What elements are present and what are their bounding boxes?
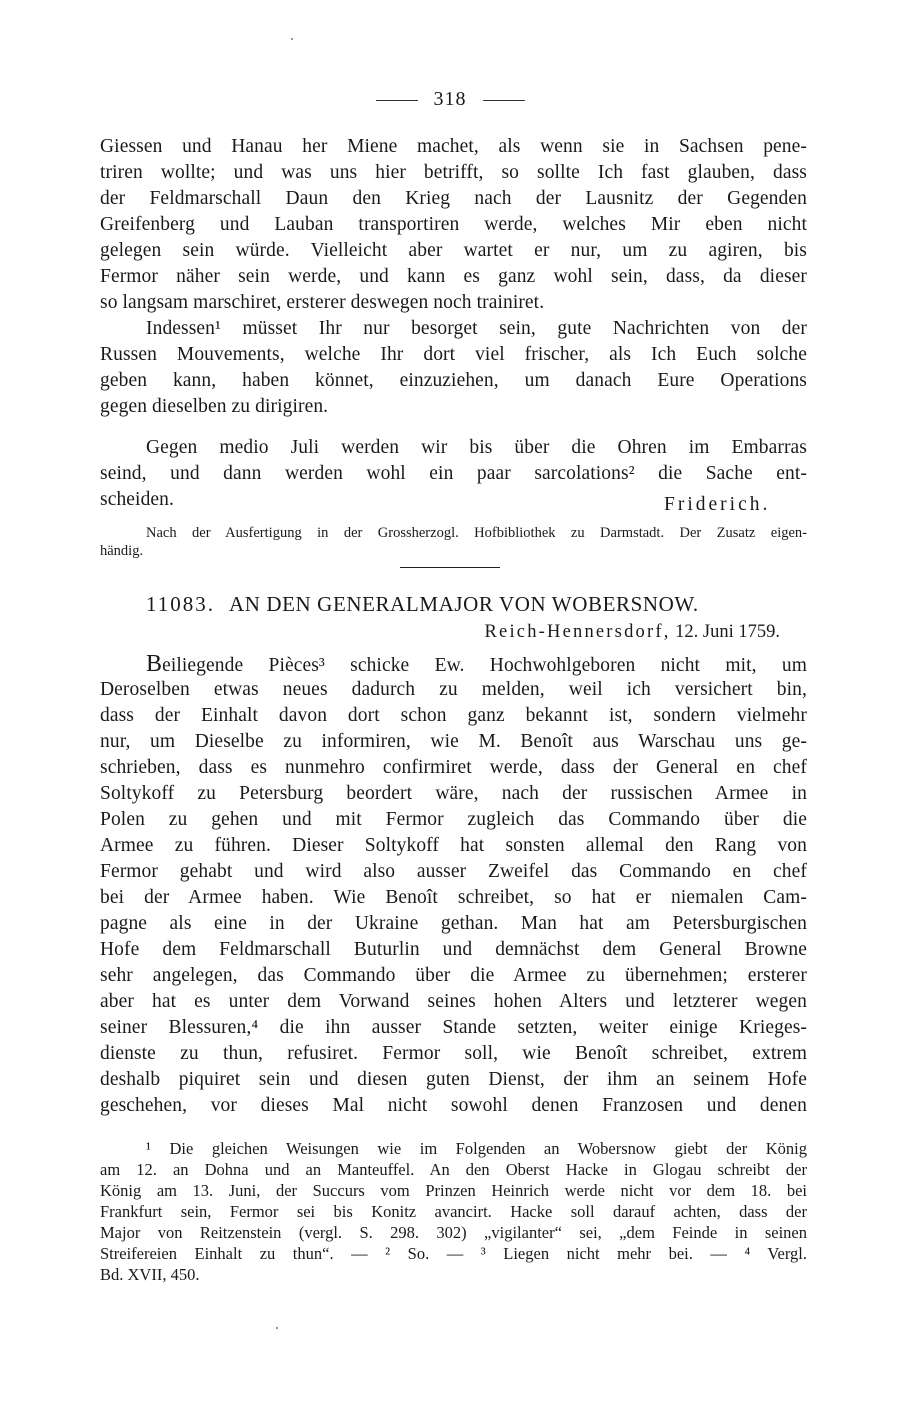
text-line: Deroselben etwas neues dadurch zu melden, weil ich versichert bin, xyxy=(100,679,807,700)
header-dash-left xyxy=(376,100,418,101)
initial-letter: B xyxy=(146,651,163,677)
text-line: Soltykoff zu Petersburg beordert wäre, nach der russischen Armee in xyxy=(100,783,807,804)
footnote-line: Frankfurt sein, Fermor sei bis Konitz avancirt. Hacke soll darauf achten, dass der xyxy=(100,1202,807,1221)
dateline xyxy=(485,622,780,643)
text-line: dienste zu thun, refusiret. Fermor soll, wie Benoît schreibet, extrem xyxy=(100,1043,807,1064)
text-line: Hofe dem Feldmarschall Buturlin und demnächst dem General Browne xyxy=(100,939,807,960)
text-line: schrieben, dass es nunmehro confirmiret werde, dass der General en chef xyxy=(100,757,807,778)
text-line: aber hat es unter dem Vorwand seines hohen Alters und letzterer wegen xyxy=(100,991,807,1012)
text-line: Russen Mouvements, welche Ihr dort viel frischer, als Ich Euch solche xyxy=(100,344,807,365)
text-line: seind, und dann werden wohl ein paar sarcolations² die Sache ent- xyxy=(100,463,807,484)
print-speck xyxy=(291,38,293,40)
text-line: sehr angelegen, das Commando über die Armee zu übernehmen; ersterer xyxy=(100,965,807,986)
text-line: Fermor gehabt und wird also ausser Zweifel das Commando en chef xyxy=(100,861,807,882)
page-number: 318 xyxy=(433,88,467,110)
text-line-rest: eiliegende Pièces³ schicke Ew. Hochwohlgeboren nicht mit, um xyxy=(162,655,807,676)
text-line: Polen zu gehen und mit Fermor zugleich das Commando über die xyxy=(100,809,807,830)
letter-heading xyxy=(146,592,699,617)
dateline-date: 12. Juni 1759. xyxy=(675,622,780,642)
text-line: deshalb piquiret sein und diesen guten Dienst, der ihm an seinem Hofe xyxy=(100,1069,807,1090)
section-divider xyxy=(400,567,500,568)
text-line: Greifenberg und Lauban transportiren werde, welches Mir eben nicht xyxy=(100,214,807,235)
signature: Friderich. xyxy=(664,494,771,515)
text-line: Indessen¹ müsset Ihr nur besorget sein, gute Nachrichten von der xyxy=(146,318,807,339)
print-speck xyxy=(276,1327,278,1329)
text-line: triren wollte; und was uns hier betrifft, so sollte Ich fast glauben, dass xyxy=(100,162,807,183)
text-line: gelegen sein würde. Vielleicht aber wartet er nur, um zu agiren, bis xyxy=(100,240,807,261)
text-line: so langsam marschiret, ersterer deswegen noch trainiret. xyxy=(100,292,545,313)
letter-title: AN DEN GENERALMAJOR VON WOBERSNOW. xyxy=(228,592,699,616)
text-line: dass der Einhalt davon dort schon ganz bekannt ist, sondern vielmehr xyxy=(100,705,807,726)
page-header xyxy=(0,88,900,111)
text-line xyxy=(146,651,807,679)
footnote-line: Bd. XVII, 450. xyxy=(100,1265,200,1284)
text-line: nur, um Dieselbe zu informiren, wie M. Benoît aus Warschau uns ge- xyxy=(100,731,807,752)
footnote-line: ¹ Die gleichen Weisungen wie im Folgenden an Wobersnow giebt der König xyxy=(146,1139,807,1158)
text-line: geschehen, vor dieses Mal nicht sowohl denen Franzosen und denen xyxy=(100,1095,807,1116)
text-line: Giessen und Hanau her Miene machet, als wenn sie in Sachsen pene- xyxy=(100,136,807,157)
footnote-line: Streifereien Einhalt zu thun“. — ² So. — ³ Liegen nicht mehr bei. — ⁴ Vergl. xyxy=(100,1244,807,1263)
text-line: der Feldmarschall Daun den Krieg nach der Lausnitz der Gegenden xyxy=(100,188,807,209)
footnote-line: König am 13. Juni, der Succurs vom Prinzen Heinrich werde nicht vor dem 18. bei xyxy=(100,1181,807,1200)
text-line: Gegen medio Juli werden wir bis über die Ohren im Embarras xyxy=(146,437,807,458)
text-line: seiner Blessuren,⁴ die ihn ausser Stande setzten, weiter einige Krieges- xyxy=(100,1017,807,1038)
footnote-line: Major von Reitzenstein (vergl. S. 298. 302) „vigilanter“ sei, „dem Feinde in seinen xyxy=(100,1223,807,1242)
source-note-line: händig. xyxy=(100,543,144,559)
text-line: bei der Armee haben. Wie Benoît schreibet, so hat er niemalen Cam- xyxy=(100,887,807,908)
text-line: Armee zu führen. Dieser Soltykoff hat sonsten allemal den Rang von xyxy=(100,835,807,856)
dateline-place: Reich-Hennersdorf, xyxy=(484,622,671,642)
footnote-line: am 12. an Dohna und an Manteuffel. An den Oberst Hacke in Glogau schreibt der xyxy=(100,1160,807,1179)
text-line: pagne als eine in der Ukraine gethan. Man hat am Petersburgischen xyxy=(100,913,807,934)
letter-number: 11083. xyxy=(146,592,215,616)
text-line: scheiden. xyxy=(100,489,174,510)
header-dash-right xyxy=(483,100,525,101)
text-line: Fermor näher sein werde, und kann es ganz wohl sein, dass, da dieser xyxy=(100,266,807,287)
source-note-line: Nach der Ausfertigung in der Grossherzogl. Hofbibliothek zu Darmstadt. Der Zusatz eigen- xyxy=(146,525,807,541)
text-line: gegen dieselben zu dirigiren. xyxy=(100,396,329,417)
text-line: geben kann, haben könnet, einzuziehen, um danach Eure Operations xyxy=(100,370,807,391)
